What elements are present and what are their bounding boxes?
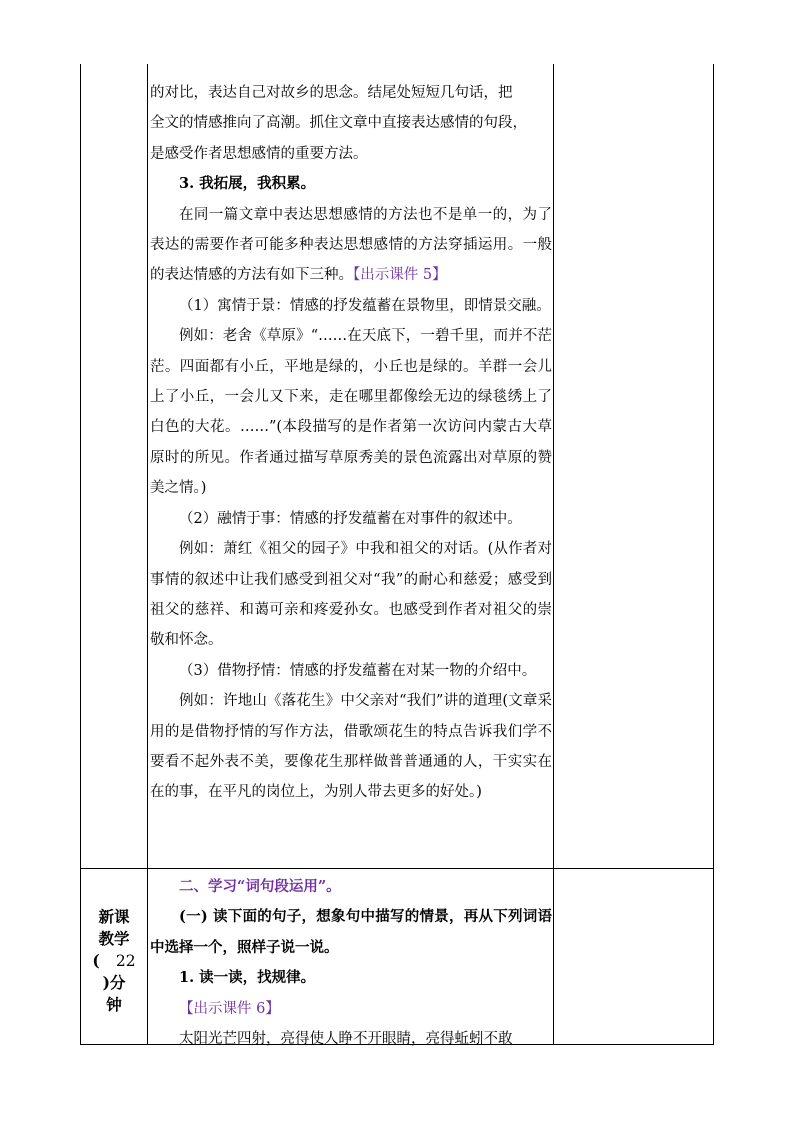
paragraph-methods-text: 在同一篇文章中表达思想感情的方法也不是单一的，为了表达的需要作者可能多种表达思想感情的方法穿插运用。一般的表达情感的方法有如下三种。	[150, 206, 552, 284]
section2-content	[150, 872, 552, 1054]
section2-title: 二、学习“词句段运用”。	[179, 878, 341, 895]
stage-label-line: 教学	[98, 929, 130, 948]
table-row-divider	[80, 868, 714, 869]
example-3: 例如：许地山《落花生》中父亲对“我们”讲的道理(文章采用的是借物抒情的写作方法，借歌颂花生的特点告诉我们学不要看不起外表不美，要像花生那样做普普通通的人，干实实在在的事，在平凡的岗位上，为别人带去更多的好处。)	[150, 693, 552, 801]
courseware-ref-6: 【出示课件 6】	[179, 1000, 280, 1017]
text-line: 太阳光芒四射，亮得使人睁不开眼睛，亮得蚯蚓不敢	[179, 1031, 513, 1048]
method-item-1: （1）寓情于景：情感的抒发蕴蓄在景物里，即情景交融。	[179, 297, 551, 314]
table-border-right	[713, 64, 714, 1045]
stage-minutes: 22	[115, 952, 136, 970]
text-line: 的对比，表达自己对故乡的思念。结尾处短短几句话，把	[150, 85, 513, 101]
stage-label-line: 钟	[106, 995, 122, 1014]
stage-label-line: 新课	[98, 907, 130, 926]
stage-label	[82, 906, 146, 1016]
paragraph-methods	[150, 200, 552, 291]
example-2: 例如：萧红《祖父的园子》中我和祖父的对话。(从作者对事情的叙述中让我们感受到祖父对“我”的耐心和慈爱；感受到祖父的慈祥、和蔼可亲和疼爱孙女。也感受到作者对祖父的崇敬和怀念。	[150, 541, 552, 649]
stage-label-line: ( 22	[92, 951, 136, 970]
example-1: 例如：老舍《草原》“……在天底下，一碧千里，而并不茫茫。四面都有小丘，平地是绿的，小丘也是绿的。羊群一会儿上了小丘，一会儿又下来，走在哪里都像绘无边的绿毯绣上了白色的大花。……”(本段描写的是作者第一次访问内蒙古大草原时的所见。作者通过描写草原秀美的景色流露出对草原的赞美之情。)	[150, 328, 552, 497]
table-border-left	[80, 64, 81, 1045]
step-1: 1. 读一读，找规律。	[179, 969, 316, 987]
table-border-col2	[553, 64, 554, 1045]
stage-label-line: )分	[102, 973, 126, 992]
method-item-2: （2）融情于事：情感的抒发蕴蓄在对事件的叙述中。	[179, 510, 522, 527]
text-line: 全文的情感推向了高潮。抓住文章中直接表达感情的句段，	[150, 115, 527, 132]
heading-expand: 3. 我拓展，我积累。	[179, 175, 316, 193]
courseware-ref-5: 【出示课件 5】	[353, 267, 447, 284]
subsection-1: (一) 读下面的句子，想象句中描写的情景，再从下列词语中选择一个，照样子说一说。	[150, 908, 552, 956]
table-border-col1	[147, 64, 148, 1045]
text-line: 是感受作者思想感情的重要方法。	[150, 145, 368, 162]
method-item-3: （3）借物抒情：情感的抒发蕴蓄在对某一物的介绍中。	[179, 662, 537, 679]
section1-content	[150, 78, 552, 808]
